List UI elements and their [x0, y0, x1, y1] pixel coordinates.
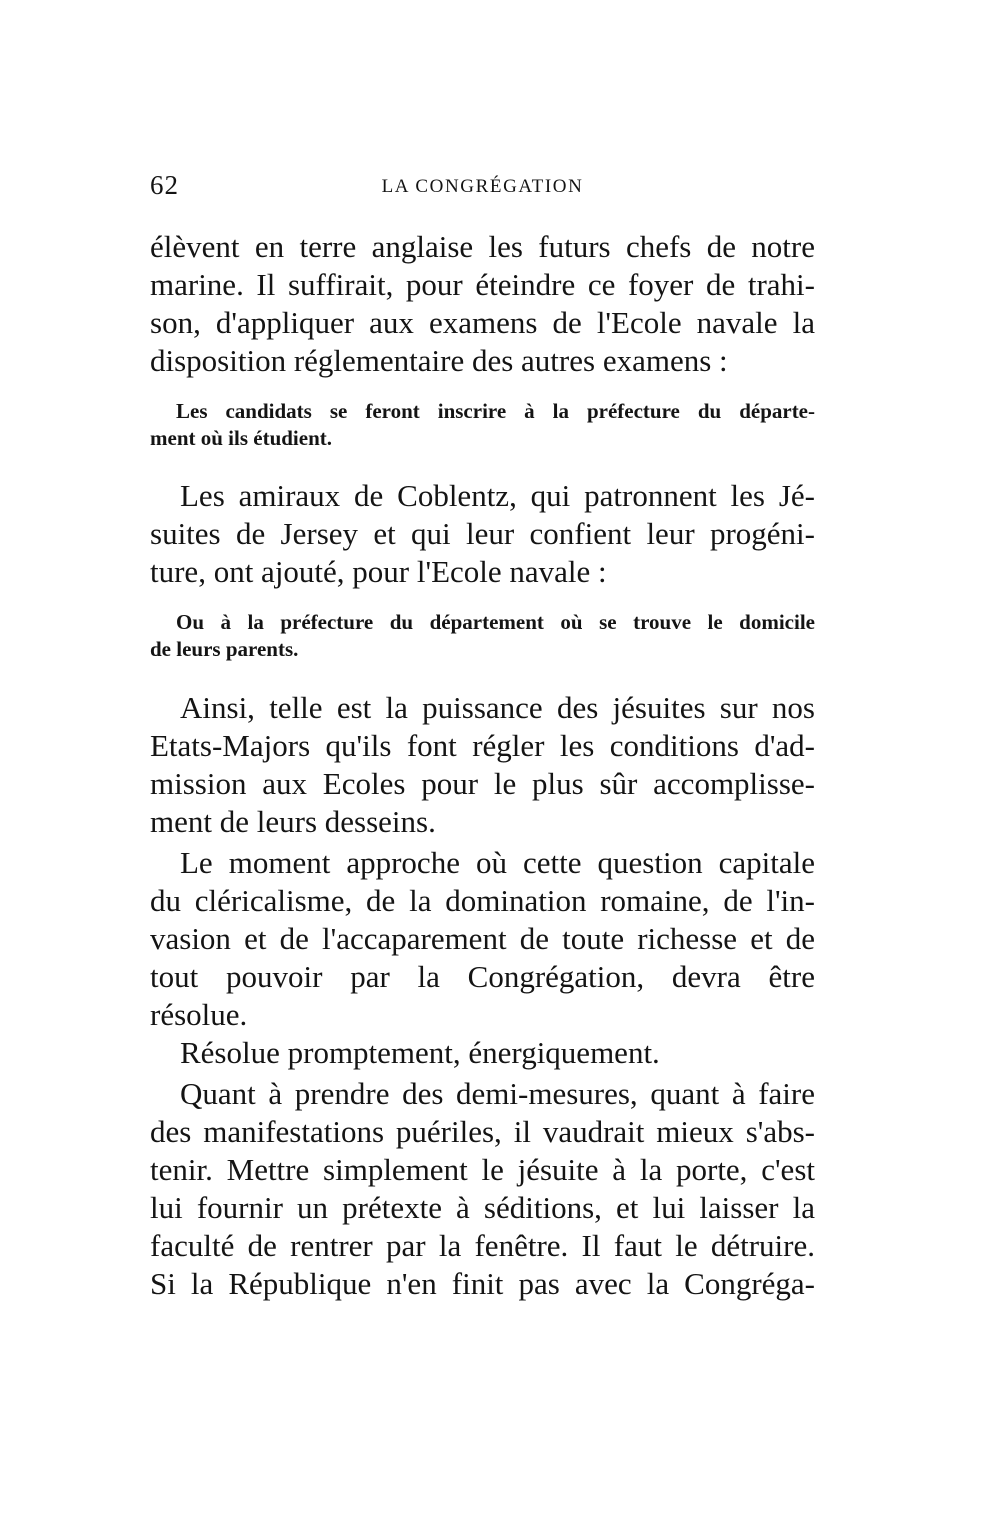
body-line: du cléricalisme, de la domination romaine, de l'in- [150, 883, 815, 918]
quote-line: Ou à la préfecture du département où se trouve le domicile [176, 610, 815, 634]
body-line: tenir. Mettre simplement le jésuite à la porte, c'est [150, 1152, 815, 1187]
body-line: Ainsi, telle est la puissance des jésuites sur nos [180, 690, 815, 725]
body-line: Si la République n'en finit pas avec la Congréga- [150, 1266, 815, 1301]
quote-line: de leurs parents. [150, 637, 299, 661]
body-line: résolue. [150, 997, 248, 1032]
body-line: Les amiraux de Coblentz, qui patronnent les Jé- [180, 478, 815, 513]
body-line: élèvent en terre anglaise les futurs chefs de notre [150, 229, 815, 264]
page-number: 62 [150, 170, 179, 200]
body-line: marine. Il suffirait, pour éteindre ce foyer de trahi- [150, 267, 815, 302]
body-line: tout pouvoir par la Congrégation, devra être [150, 959, 815, 994]
body-line: vasion et de l'accaparement de toute richesse et de [150, 921, 815, 956]
quote-line: ment où ils étudient. [150, 426, 333, 450]
body-line: Le moment approche où cette question capitale [180, 845, 815, 880]
body-line: Quant à prendre des demi-mesures, quant à faire [180, 1076, 815, 1111]
body-line: faculté de rentrer par la fenêtre. Il faut le détruire. [150, 1228, 815, 1263]
body-line: ture, ont ajouté, pour l'Ecole navale : [150, 554, 607, 589]
body-line: disposition réglementaire des autres examens : [150, 343, 728, 378]
body-line: mission aux Ecoles pour le plus sûr accomplisse- [150, 766, 815, 801]
body-line: ment de leurs desseins. [150, 804, 436, 839]
body-line: son, d'appliquer aux examens de l'Ecole navale la [150, 305, 815, 340]
page-header [150, 170, 815, 206]
running-title: LA CONGRÉGATION [381, 176, 584, 197]
body-line: des manifestations puériles, il vaudrait mieux s'abs- [150, 1114, 815, 1149]
body-line: Etats-Majors qu'ils font régler les conditions d'ad- [150, 728, 815, 763]
quote-line: Les candidats se feront inscrire à la préfecture du départe- [176, 399, 815, 423]
body-line: Résolue promptement, énergiquement. [180, 1035, 660, 1070]
body-line: suites de Jersey et qui leur confient leur progéni- [150, 516, 815, 551]
body-line: lui fournir un prétexte à séditions, et lui laisser la [150, 1190, 815, 1225]
